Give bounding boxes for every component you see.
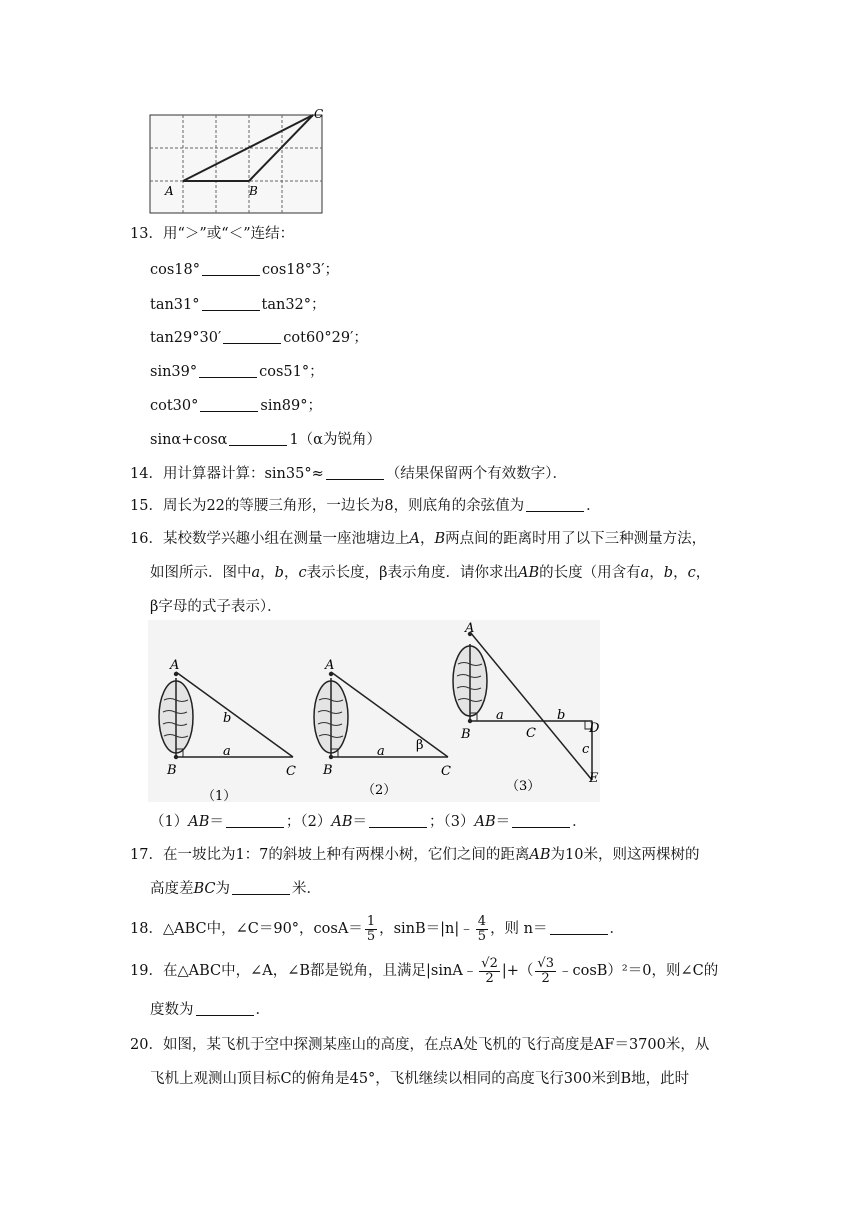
question-18: 18．△ABC中，∠C＝90°，cosA＝ $\frac{1}{5}$ ，sinB＝|n|﹣ $\frac{4}{5}$ ，则 n＝ ． [130, 913, 625, 944]
answer-blank[interactable] [199, 363, 257, 378]
answer-blank[interactable] [202, 296, 260, 311]
fraction-1-5: $\frac{1}{5}$ [366, 913, 376, 944]
answer-blank-3[interactable] [512, 813, 570, 828]
question-20-line-2: 飞机上观测山顶目标C的俯角是45°，飞机继续以相同的高度飞行300米到B地，此时 [150, 1071, 690, 1087]
svg-text:a: a [223, 744, 231, 759]
question-13-stem: 13．用“＞”或“＜”连结： [130, 226, 295, 242]
answer-blank[interactable] [232, 880, 290, 895]
svg-text:b: b [223, 711, 232, 726]
caption-2: （2） [362, 783, 397, 798]
q13-item-1: cos18° cos18°3′； [150, 262, 340, 278]
label-A: A [165, 184, 174, 198]
svg-text:B: B [167, 763, 177, 778]
svg-text:C: C [526, 726, 536, 741]
question-20-line-1: 20．如图，某飞机于空中探测某座山的高度，在点A处飞机的飞行高度是AF＝3700米，从 [130, 1037, 710, 1053]
svg-text:D: D [589, 721, 600, 736]
question-16-answers: （1）AB＝ ；（2）AB＝ ；（3）AB＝ ． [150, 814, 587, 830]
svg-text:B: B [461, 727, 471, 742]
question-14: 14．用计算器计算：sin35°≈ （结果保留两个有效数字）． [130, 466, 567, 482]
answer-blank[interactable] [550, 920, 608, 935]
answer-blank[interactable] [202, 261, 260, 276]
question-19-line-1: 19．在△ABC中，∠A，∠B都是锐角，且满足|sinA﹣ $\frac{√2}{2}$ |+（ $\frac{√3}{2}$ ﹣cosB）²＝0，则∠C的 [130, 955, 719, 986]
question-16-line-1: 16．某校数学兴趣小组在测量一座池塘边上A，B两点间的距离时用了以下三种测量方法， [130, 531, 707, 547]
svg-text:b: b [557, 708, 566, 723]
svg-text:a: a [496, 708, 504, 723]
measurement-figures [148, 620, 600, 802]
caption-3: （3） [506, 779, 541, 794]
svg-text:B: B [323, 763, 333, 778]
caption-1: （1） [202, 789, 237, 802]
q13-item-4: sin39° cos51°； [150, 364, 324, 380]
label-C: C [314, 107, 324, 121]
svg-text:C: C [286, 764, 296, 779]
question-15: 15．周长为22的等腰三角形，一边长为8，则底角的余弦值为 ． [130, 498, 601, 514]
answer-blank[interactable] [229, 431, 287, 446]
answer-blank[interactable] [196, 1001, 254, 1016]
fraction-sqrt3-2: $\frac{√3}{2}$ [537, 955, 554, 986]
question-17-line-2: 高度差BC为 米． [150, 881, 322, 897]
question-19-line-2: 度数为 ． [150, 1002, 270, 1018]
label-B: B [249, 184, 258, 198]
question-16-line-2: 如图所示．图中a，b，c表示长度，β表示角度．请你求出AB的长度（用含有a，b，c， [150, 565, 711, 581]
svg-text:A: A [170, 658, 180, 673]
q13-item-6: sinα+cosα 1（α为锐角） [150, 432, 381, 448]
svg-text:β: β [416, 738, 424, 753]
q13-item-5: cot30° sin89°； [150, 398, 323, 414]
question-17-line-1: 17．在一坡比为1：7的斜坡上种有两棵小树，它们之间的距离AB为10米，则这两棵树的 [130, 847, 700, 863]
svg-text:A: A [325, 658, 335, 673]
svg-text:E: E [589, 771, 599, 786]
q13-item-3: tan29°30′ cot60°29′； [150, 330, 368, 346]
svg-text:C: C [441, 764, 451, 779]
answer-blank[interactable] [200, 397, 258, 412]
answer-blank-1[interactable] [226, 813, 284, 828]
answer-blank[interactable] [326, 465, 384, 480]
svg-text:c: c [582, 742, 590, 757]
grid-triangle-figure [145, 105, 335, 217]
answer-blank[interactable] [223, 329, 281, 344]
svg-text:a: a [377, 744, 385, 759]
answer-blank[interactable] [526, 497, 584, 512]
fraction-sqrt2-2: $\frac{√2}{2}$ [481, 955, 498, 986]
answer-blank-2[interactable] [369, 813, 427, 828]
fraction-4-5: $\frac{4}{5}$ [477, 913, 487, 944]
svg-text:A: A [465, 621, 475, 636]
q13-item-2: tan31° tan32°； [150, 297, 326, 313]
question-16-line-3: β字母的式子表示）． [150, 599, 282, 615]
